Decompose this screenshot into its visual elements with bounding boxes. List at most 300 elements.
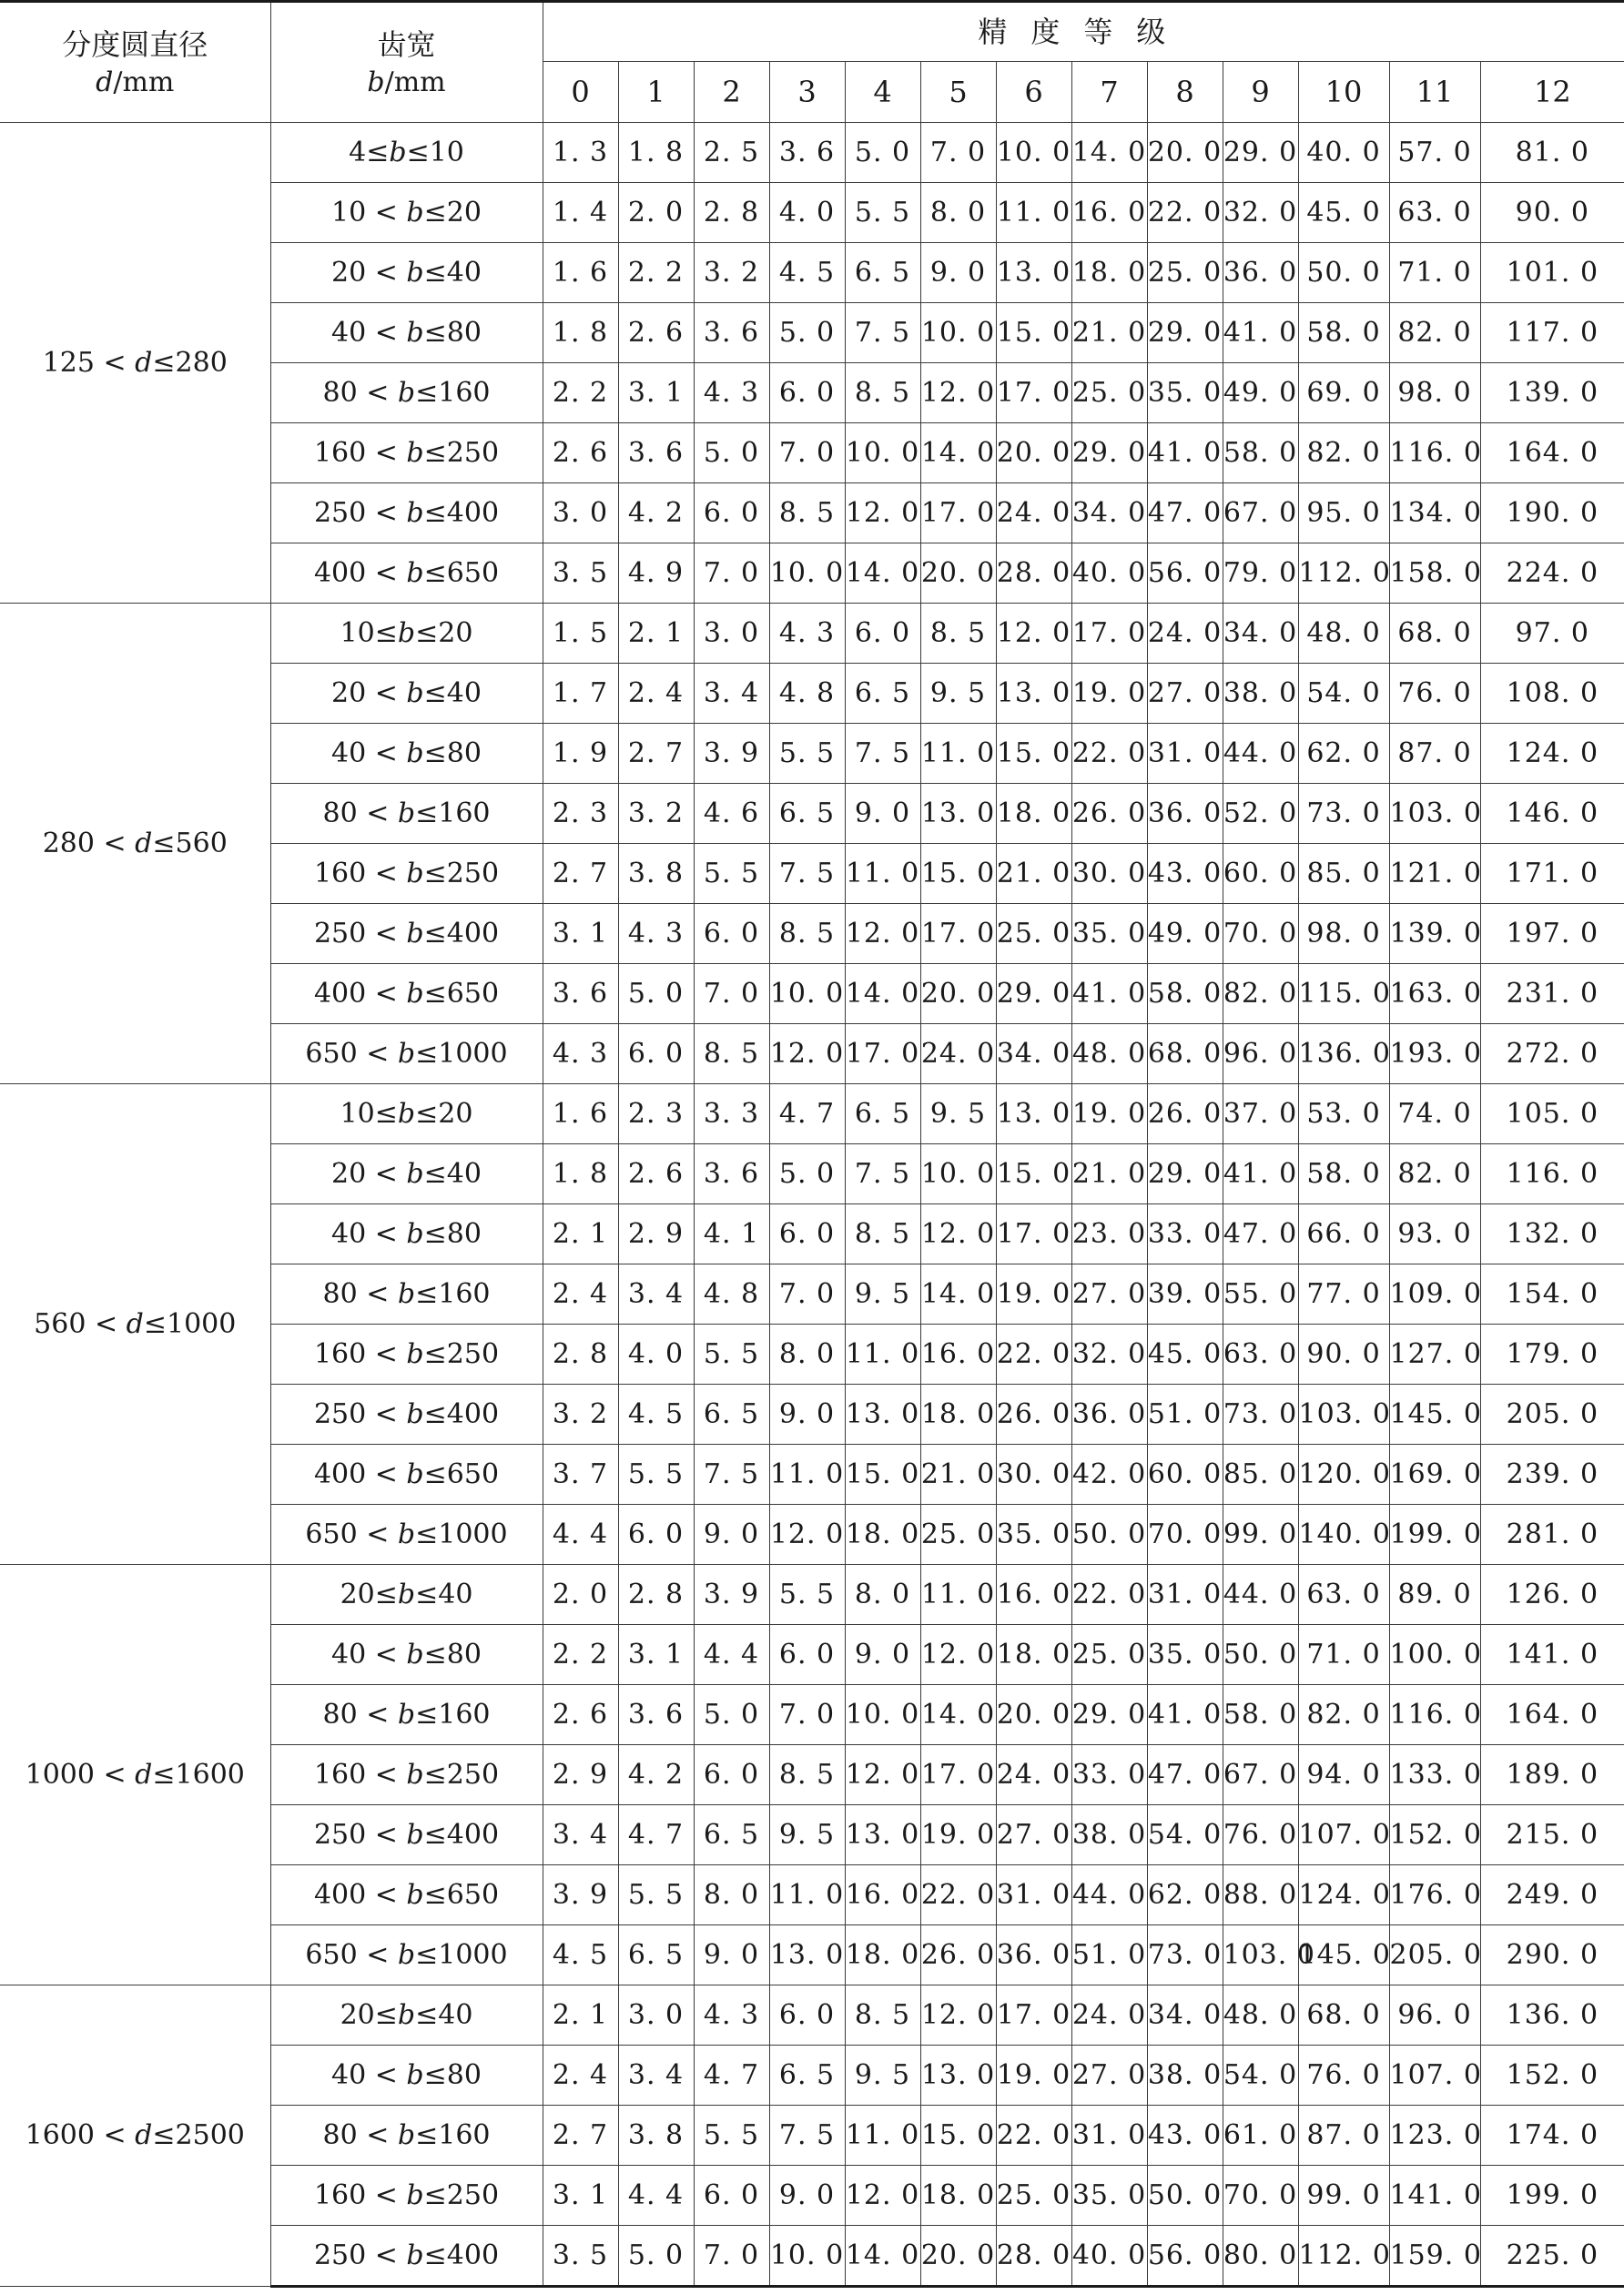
value-cell: 199. 0	[1480, 2166, 1624, 2226]
value-cell: 11. 0	[845, 1325, 920, 1385]
value-cell: 88. 0	[1223, 1865, 1298, 1925]
value-cell: 24. 0	[1147, 604, 1223, 664]
value-cell: 4. 4	[694, 1625, 769, 1685]
value-cell: 10. 0	[845, 1685, 920, 1745]
value-cell: 25. 0	[1147, 243, 1223, 303]
value-cell: 40. 0	[1071, 2226, 1147, 2287]
value-cell: 10. 0	[769, 964, 845, 1024]
value-cell: 7. 0	[694, 543, 769, 604]
value-cell: 2. 6	[618, 303, 694, 363]
table-row	[0, 604, 1624, 664]
width-range-cell: 20 < b≤40	[270, 1144, 543, 1204]
value-cell: 93. 0	[1389, 1204, 1480, 1264]
value-cell: 115. 0	[1298, 964, 1389, 1024]
value-cell: 41. 0	[1071, 964, 1147, 1024]
value-cell: 4. 8	[769, 664, 845, 724]
value-cell: 8. 0	[769, 1325, 845, 1385]
value-cell: 225. 0	[1480, 2226, 1624, 2287]
value-cell: 10. 0	[920, 1144, 996, 1204]
value-cell: 76. 0	[1223, 1805, 1298, 1865]
value-cell: 1. 8	[543, 1144, 618, 1204]
value-cell: 239. 0	[1480, 1445, 1624, 1505]
value-cell: 19. 0	[996, 2046, 1071, 2106]
value-cell: 31. 0	[1147, 724, 1223, 784]
value-cell: 159. 0	[1389, 2226, 1480, 2287]
value-cell: 26. 0	[1147, 1084, 1223, 1144]
width-range-cell: 20≤b≤40	[270, 1565, 543, 1625]
value-cell: 124. 0	[1480, 724, 1624, 784]
width-range-cell: 40 < b≤80	[270, 303, 543, 363]
value-cell: 15. 0	[996, 724, 1071, 784]
value-cell: 1. 9	[543, 724, 618, 784]
value-cell: 4. 5	[769, 243, 845, 303]
value-cell: 2. 1	[543, 1204, 618, 1264]
value-cell: 6. 5	[769, 2046, 845, 2106]
value-cell: 33. 0	[1071, 1745, 1147, 1805]
value-cell: 11. 0	[769, 1865, 845, 1925]
value-cell: 33. 0	[1147, 1204, 1223, 1264]
value-cell: 27. 0	[1071, 2046, 1147, 2106]
width-range-cell: 400 < b≤650	[270, 1445, 543, 1505]
value-cell: 41. 0	[1223, 1144, 1298, 1204]
value-cell: 3. 4	[618, 2046, 694, 2106]
value-cell: 14. 0	[920, 1685, 996, 1745]
value-cell: 146. 0	[1480, 784, 1624, 844]
value-cell: 12. 0	[920, 1204, 996, 1264]
value-cell: 3. 6	[769, 123, 845, 183]
value-cell: 70. 0	[1147, 1505, 1223, 1565]
value-cell: 5. 0	[769, 303, 845, 363]
value-cell: 36. 0	[1223, 243, 1298, 303]
value-cell: 20. 0	[920, 964, 996, 1024]
value-cell: 205. 0	[1389, 1925, 1480, 1985]
value-cell: 3. 6	[543, 964, 618, 1024]
value-cell: 70. 0	[1223, 2166, 1298, 2226]
diameter-range-cell: 1600 < d≤2500	[0, 1985, 270, 2287]
value-cell: 1. 8	[543, 303, 618, 363]
value-cell: 82. 0	[1298, 1685, 1389, 1745]
value-cell: 8. 5	[769, 1745, 845, 1805]
value-cell: 164. 0	[1480, 1685, 1624, 1745]
width-range-cell: 20≤b≤40	[270, 1985, 543, 2046]
value-cell: 281. 0	[1480, 1505, 1624, 1565]
value-cell: 5. 0	[694, 1685, 769, 1745]
value-cell: 272. 0	[1480, 1024, 1624, 1084]
value-cell: 215. 0	[1480, 1805, 1624, 1865]
value-cell: 54. 0	[1298, 664, 1389, 724]
value-cell: 164. 0	[1480, 423, 1624, 483]
value-cell: 7. 0	[769, 1685, 845, 1745]
width-range-cell: 400 < b≤650	[270, 543, 543, 604]
value-cell: 12. 0	[920, 1625, 996, 1685]
value-cell: 5. 0	[618, 2226, 694, 2287]
value-cell: 163. 0	[1389, 964, 1480, 1024]
value-cell: 5. 0	[845, 123, 920, 183]
value-cell: 44. 0	[1223, 1565, 1298, 1625]
value-cell: 15. 0	[920, 2106, 996, 2166]
value-cell: 6. 0	[694, 483, 769, 543]
value-cell: 6. 0	[694, 904, 769, 964]
value-cell: 116. 0	[1389, 423, 1480, 483]
value-cell: 71. 0	[1389, 243, 1480, 303]
value-cell: 90. 0	[1298, 1325, 1389, 1385]
value-cell: 7. 0	[694, 964, 769, 1024]
value-cell: 22. 0	[996, 1325, 1071, 1385]
value-cell: 6. 5	[845, 243, 920, 303]
value-cell: 53. 0	[1298, 1084, 1389, 1144]
value-cell: 85. 0	[1223, 1445, 1298, 1505]
value-cell: 16. 0	[996, 1565, 1071, 1625]
value-cell: 2. 8	[694, 183, 769, 243]
value-cell: 7. 5	[694, 1445, 769, 1505]
value-cell: 16. 0	[920, 1325, 996, 1385]
value-cell: 13. 0	[769, 1925, 845, 1985]
value-cell: 13. 0	[996, 1084, 1071, 1144]
value-cell: 14. 0	[920, 423, 996, 483]
value-cell: 6. 5	[694, 1805, 769, 1865]
value-cell: 4. 2	[618, 1745, 694, 1805]
value-cell: 62. 0	[1147, 1865, 1223, 1925]
value-cell: 18. 0	[1071, 243, 1147, 303]
value-cell: 2. 3	[618, 1084, 694, 1144]
value-cell: 81. 0	[1480, 123, 1624, 183]
value-cell: 7. 5	[845, 1144, 920, 1204]
width-range-cell: 650 < b≤1000	[270, 1505, 543, 1565]
width-range-cell: 40 < b≤80	[270, 724, 543, 784]
value-cell: 3. 9	[543, 1865, 618, 1925]
value-cell: 22. 0	[920, 1865, 996, 1925]
value-cell: 25. 0	[1071, 363, 1147, 423]
value-cell: 20. 0	[920, 2226, 996, 2287]
value-cell: 96. 0	[1223, 1024, 1298, 1084]
value-cell: 27. 0	[1071, 1264, 1147, 1325]
value-cell: 3. 0	[618, 1985, 694, 2046]
value-cell: 31. 0	[996, 1865, 1071, 1925]
value-cell: 29. 0	[1147, 1144, 1223, 1204]
value-cell: 27. 0	[1147, 664, 1223, 724]
diameter-range-cell: 280 < d≤560	[0, 604, 270, 1084]
value-cell: 19. 0	[920, 1805, 996, 1865]
value-cell: 6. 5	[618, 1925, 694, 1985]
value-cell: 189. 0	[1480, 1745, 1624, 1805]
value-cell: 2. 6	[543, 1685, 618, 1745]
value-cell: 76. 0	[1298, 2046, 1389, 2106]
value-cell: 134. 0	[1389, 483, 1480, 543]
value-cell: 8. 5	[769, 904, 845, 964]
value-cell: 121. 0	[1389, 844, 1480, 904]
value-cell: 20. 0	[920, 543, 996, 604]
value-cell: 73. 0	[1223, 1385, 1298, 1445]
value-cell: 40. 0	[1071, 543, 1147, 604]
value-cell: 48. 0	[1223, 1985, 1298, 2046]
value-cell: 4. 4	[543, 1505, 618, 1565]
value-cell: 145. 0	[1389, 1385, 1480, 1445]
value-cell: 9. 5	[845, 1264, 920, 1325]
value-cell: 13. 0	[920, 784, 996, 844]
value-cell: 35. 0	[1147, 1625, 1223, 1685]
width-range-cell: 10 < b≤20	[270, 183, 543, 243]
value-cell: 19. 0	[1071, 664, 1147, 724]
value-cell: 74. 0	[1389, 1084, 1480, 1144]
value-cell: 5. 5	[618, 1865, 694, 1925]
value-cell: 39. 0	[1147, 1264, 1223, 1325]
value-cell: 126. 0	[1480, 1565, 1624, 1625]
value-cell: 117. 0	[1480, 303, 1624, 363]
value-cell: 34. 0	[996, 1024, 1071, 1084]
value-cell: 6. 5	[845, 664, 920, 724]
value-cell: 124. 0	[1298, 1865, 1389, 1925]
value-cell: 24. 0	[920, 1024, 996, 1084]
value-cell: 3. 8	[618, 844, 694, 904]
value-cell: 26. 0	[996, 1385, 1071, 1445]
value-cell: 27. 0	[996, 1805, 1071, 1865]
value-cell: 22. 0	[1147, 183, 1223, 243]
value-cell: 49. 0	[1147, 904, 1223, 964]
value-cell: 50. 0	[1147, 2166, 1223, 2226]
value-cell: 6. 5	[769, 784, 845, 844]
width-range-cell: 250 < b≤400	[270, 904, 543, 964]
value-cell: 17. 0	[920, 483, 996, 543]
value-cell: 44. 0	[1223, 724, 1298, 784]
value-cell: 2. 7	[618, 724, 694, 784]
value-cell: 14. 0	[845, 543, 920, 604]
value-cell: 8. 0	[920, 183, 996, 243]
value-cell: 7. 0	[694, 2226, 769, 2287]
value-cell: 139. 0	[1389, 904, 1480, 964]
value-cell: 8. 5	[694, 1024, 769, 1084]
grade-header-10: 10	[1298, 62, 1389, 123]
value-cell: 18. 0	[996, 784, 1071, 844]
value-cell: 231. 0	[1480, 964, 1624, 1024]
value-cell: 89. 0	[1389, 1565, 1480, 1625]
width-range-cell: 250 < b≤400	[270, 1385, 543, 1445]
value-cell: 158. 0	[1389, 543, 1480, 604]
value-cell: 87. 0	[1298, 2106, 1389, 2166]
value-cell: 197. 0	[1480, 904, 1624, 964]
value-cell: 24. 0	[996, 483, 1071, 543]
value-cell: 169. 0	[1389, 1445, 1480, 1505]
value-cell: 32. 0	[1223, 183, 1298, 243]
value-cell: 62. 0	[1298, 724, 1389, 784]
value-cell: 9. 0	[769, 1385, 845, 1445]
value-cell: 47. 0	[1147, 1745, 1223, 1805]
value-cell: 3. 5	[543, 2226, 618, 2287]
value-cell: 16. 0	[1071, 183, 1147, 243]
value-cell: 12. 0	[845, 2166, 920, 2226]
value-cell: 136. 0	[1480, 1985, 1624, 2046]
value-cell: 41. 0	[1147, 423, 1223, 483]
value-cell: 112. 0	[1298, 2226, 1389, 2287]
value-cell: 6. 0	[694, 1745, 769, 1805]
value-cell: 4. 2	[618, 483, 694, 543]
value-cell: 3. 6	[618, 423, 694, 483]
value-cell: 36. 0	[1071, 1385, 1147, 1445]
value-cell: 87. 0	[1389, 724, 1480, 784]
value-cell: 107. 0	[1389, 2046, 1480, 2106]
value-cell: 3. 4	[543, 1805, 618, 1865]
value-cell: 4. 3	[694, 1985, 769, 2046]
grade-header-9: 9	[1223, 62, 1298, 123]
value-cell: 6. 0	[769, 1204, 845, 1264]
value-cell: 199. 0	[1389, 1505, 1480, 1565]
value-cell: 7. 0	[769, 1264, 845, 1325]
value-cell: 77. 0	[1298, 1264, 1389, 1325]
value-cell: 3. 5	[543, 543, 618, 604]
value-cell: 193. 0	[1389, 1024, 1480, 1084]
value-cell: 3. 6	[694, 303, 769, 363]
value-cell: 140. 0	[1298, 1505, 1389, 1565]
value-cell: 2. 4	[618, 664, 694, 724]
value-cell: 17. 0	[920, 904, 996, 964]
value-cell: 224. 0	[1480, 543, 1624, 604]
value-cell: 127. 0	[1389, 1325, 1480, 1385]
value-cell: 141. 0	[1480, 1625, 1624, 1685]
value-cell: 13. 0	[845, 1805, 920, 1865]
width-range-cell: 650 < b≤1000	[270, 1925, 543, 1985]
grade-header-2: 2	[694, 62, 769, 123]
value-cell: 1. 7	[543, 664, 618, 724]
value-cell: 1. 4	[543, 183, 618, 243]
value-cell: 109. 0	[1389, 1264, 1480, 1325]
value-cell: 112. 0	[1298, 543, 1389, 604]
value-cell: 107. 0	[1298, 1805, 1389, 1865]
value-cell: 2. 9	[618, 1204, 694, 1264]
value-cell: 69. 0	[1298, 363, 1389, 423]
width-range-cell: 80 < b≤160	[270, 1685, 543, 1745]
value-cell: 4. 3	[543, 1024, 618, 1084]
value-cell: 42. 0	[1071, 1445, 1147, 1505]
value-cell: 10. 0	[845, 423, 920, 483]
value-cell: 34. 0	[1147, 1985, 1223, 2046]
value-cell: 71. 0	[1298, 1625, 1389, 1685]
value-cell: 17. 0	[1071, 604, 1147, 664]
value-cell: 3. 1	[543, 904, 618, 964]
value-cell: 34. 0	[1071, 483, 1147, 543]
width-range-cell: 40 < b≤80	[270, 2046, 543, 2106]
value-cell: 30. 0	[1071, 844, 1147, 904]
value-cell: 25. 0	[996, 2166, 1071, 2226]
value-cell: 8. 0	[845, 1565, 920, 1625]
value-cell: 1. 3	[543, 123, 618, 183]
value-cell: 2. 0	[543, 1565, 618, 1625]
value-cell: 5. 5	[694, 2106, 769, 2166]
value-cell: 13. 0	[845, 1385, 920, 1445]
value-cell: 56. 0	[1147, 543, 1223, 604]
value-cell: 14. 0	[845, 2226, 920, 2287]
value-cell: 96. 0	[1389, 1985, 1480, 2046]
value-cell: 15. 0	[845, 1445, 920, 1505]
value-cell: 21. 0	[1071, 1144, 1147, 1204]
value-cell: 43. 0	[1147, 2106, 1223, 2166]
value-cell: 11. 0	[920, 724, 996, 784]
value-cell: 2. 3	[543, 784, 618, 844]
value-cell: 8. 5	[845, 1204, 920, 1264]
value-cell: 120. 0	[1298, 1445, 1389, 1505]
value-cell: 55. 0	[1223, 1264, 1298, 1325]
width-range-cell: 4≤b≤10	[270, 123, 543, 183]
value-cell: 7. 0	[920, 123, 996, 183]
value-cell: 48. 0	[1298, 604, 1389, 664]
width-range-cell: 160 < b≤250	[270, 423, 543, 483]
value-cell: 35. 0	[1071, 904, 1147, 964]
value-cell: 11. 0	[769, 1445, 845, 1505]
value-cell: 1. 6	[543, 243, 618, 303]
value-cell: 3. 8	[618, 2106, 694, 2166]
value-cell: 2. 6	[618, 1144, 694, 1204]
value-cell: 25. 0	[996, 904, 1071, 964]
value-cell: 3. 7	[543, 1445, 618, 1505]
value-cell: 4. 3	[694, 363, 769, 423]
value-cell: 4. 5	[543, 1925, 618, 1985]
value-cell: 179. 0	[1480, 1325, 1624, 1385]
value-cell: 2. 4	[543, 1264, 618, 1325]
value-cell: 28. 0	[996, 2226, 1071, 2287]
value-cell: 15. 0	[920, 844, 996, 904]
value-cell: 5. 5	[694, 1325, 769, 1385]
value-cell: 13. 0	[920, 2046, 996, 2106]
value-cell: 31. 0	[1147, 1565, 1223, 1625]
value-cell: 9. 0	[845, 1625, 920, 1685]
value-cell: 4. 8	[694, 1264, 769, 1325]
value-cell: 290. 0	[1480, 1925, 1624, 1985]
width-range-cell: 10≤b≤20	[270, 1084, 543, 1144]
value-cell: 54. 0	[1223, 2046, 1298, 2106]
value-cell: 68. 0	[1298, 1985, 1389, 2046]
value-cell: 85. 0	[1298, 844, 1389, 904]
value-cell: 90. 0	[1480, 183, 1624, 243]
value-cell: 2. 6	[543, 423, 618, 483]
value-cell: 38. 0	[1071, 1805, 1147, 1865]
value-cell: 47. 0	[1147, 483, 1223, 543]
value-cell: 5. 0	[618, 964, 694, 1024]
width-range-cell: 400 < b≤650	[270, 1865, 543, 1925]
value-cell: 12. 0	[769, 1024, 845, 1084]
value-cell: 6. 0	[845, 604, 920, 664]
value-cell: 2. 7	[543, 844, 618, 904]
value-cell: 3. 0	[694, 604, 769, 664]
value-cell: 3. 6	[694, 1144, 769, 1204]
value-cell: 1. 5	[543, 604, 618, 664]
value-cell: 11. 0	[845, 2106, 920, 2166]
value-cell: 29. 0	[996, 964, 1071, 1024]
value-cell: 8. 5	[845, 1985, 920, 2046]
value-cell: 82. 0	[1389, 1144, 1480, 1204]
value-cell: 176. 0	[1389, 1865, 1480, 1925]
value-cell: 139. 0	[1480, 363, 1624, 423]
value-cell: 58. 0	[1223, 1685, 1298, 1745]
value-cell: 2. 0	[618, 183, 694, 243]
value-cell: 94. 0	[1298, 1745, 1389, 1805]
grade-header-5: 5	[920, 62, 996, 123]
value-cell: 2. 8	[618, 1565, 694, 1625]
diameter-range-cell: 1000 < d≤1600	[0, 1565, 270, 1985]
value-cell: 82. 0	[1223, 964, 1298, 1024]
value-cell: 3. 4	[694, 664, 769, 724]
value-cell: 37. 0	[1223, 1084, 1298, 1144]
value-cell: 12. 0	[845, 483, 920, 543]
value-cell: 32. 0	[1071, 1325, 1147, 1385]
value-cell: 105. 0	[1480, 1084, 1624, 1144]
value-cell: 249. 0	[1480, 1865, 1624, 1925]
value-cell: 154. 0	[1480, 1264, 1624, 1325]
value-cell: 45. 0	[1298, 183, 1389, 243]
value-cell: 16. 0	[845, 1865, 920, 1925]
value-cell: 2. 7	[543, 2106, 618, 2166]
value-cell: 5. 0	[769, 1144, 845, 1204]
value-cell: 17. 0	[845, 1024, 920, 1084]
width-range-cell: 40 < b≤80	[270, 1625, 543, 1685]
value-cell: 35. 0	[1071, 2166, 1147, 2226]
